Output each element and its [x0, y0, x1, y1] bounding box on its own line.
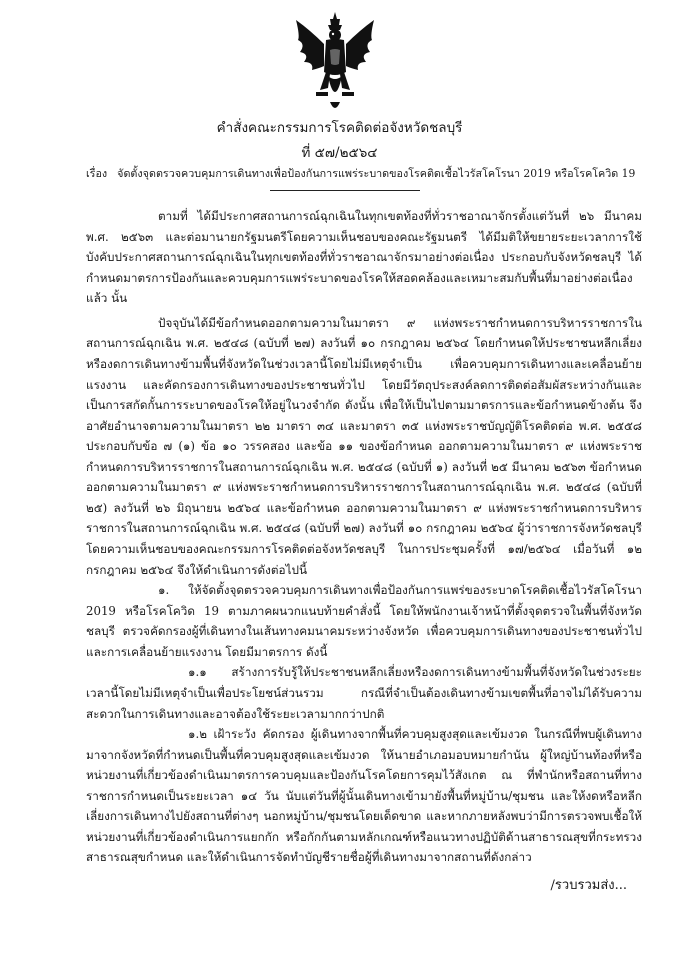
paragraph-clause-1-2: ๑.๒ เฝ้าระวัง คัดกรอง ผู้เดินทางจากพื้นที่ควบคุมสูงสุดและเข้มงวด ในกรณีที่พบผู้เดินทางมาจากจังหวัดที่กำหนดเป็นพื้นที่ควบคุมสูงสุดและเข้มงวด ให้นายอำเภอมอบหมายกำนัน ผู้ใหญ่บ้านท้องที่หรือหน่วยงานที่เกี่ยวข้องดำเนินมาตรการควบคุมและป้องกันโรคโดยการคุมไว้สังเกต ณ ที่พำนักหรือสถานที่ทางราชการกำหนดเป็นระยะเวลา ๑๔ วัน นับแต่วันที่ผู้นั้นเดินทางเข้ามายังพื้นที่หมู่บ้าน/ชุมชน และให้งดหรือหลีกเลี่ยงการเดินทางไปยังสถานที่ต่างๆ นอกหมู่บ้าน/ชุมชนโดยเด็ดขาด และหากภายหลังพบว่ามีการตรวจพบเชื้อให้หน่วยงานที่เกี่ยวข้องดำเนินการแยกกัก หรือกักกันตามหลักเกณฑ์หรือแนวทางปฏิบัติด้านสาธารณสุขที่กระทรวงสาธารณสุขกำหนด และให้ดำเนินการจัดทำบัญชีรายชื่อผู้ที่เดินทางมาจากสถานที่ดังกล่าว — [86, 727, 642, 865]
separator-line — [270, 190, 420, 191]
garuda-emblem-icon — [290, 10, 380, 116]
paragraph-clause-1: ๑. ให้จัดตั้งจุดตรวจควบคุมการเดินทางเพื่อป้องกันการแพร่ของระบาดโรคติดเชื้อไวรัสโคโรนา 2019 หรือโรคโควิด 19 ตามภาคผนวกแนบท้ายคำสั่งนี้ โดยให้พนักงานเจ้าหน้าที่ตั้งจุดตรวจในพื้นที่จังหวัดชลบุรี ตรวจคัดกรองผู้ที่เดินทางในเส้นทางคมนาคมระหว่างจังหวัด เพื่อควบคุมการเดินทางของประชาชนทั่วไปและการเคลื่อนย้ายแรงงาน โดยมีมาตรการ ดังนี้ — [86, 583, 642, 659]
issuer-title: คำสั่งคณะกรรมการโรคติดต่อจังหวัดชลบุรี — [216, 120, 463, 136]
subject-label: เรื่อง — [86, 167, 108, 180]
paragraph-background: ตามที่ ได้มีประกาศสถานการณ์ฉุกเฉินในทุกเขตท้องที่ทั่วราชอาณาจักรตั้งแต่วันที่ ๒๖ มีนาคม พ.ศ. ๒๕๖๓ และต่อมานายกรัฐมนตรีโดยความเห็นชอบของคณะรัฐมนตรี ได้มีมติให้ขยายระยะเวลาการใช้บังคับประกาศสถานการณ์ฉุกเฉินในทุกเขตท้องที่ทั่วราชอาณาจักรมาอย่างต่อเนื่อง ประกอบกับจังหวัดชลบุรี ได้กำหนดมาตรการป้องกันและควบคุมการแพร่ระบาดของโรคให้สอดคล้องและเหมาะสมกับพื้นที่มาอย่างต่อเนื่องแล้ว นั้น — [86, 209, 642, 306]
subject-line — [86, 165, 646, 182]
subject-text: จัดตั้งจุดตรวจควบคุมการเดินทางเพื่อป้องกันการแพร่ระบาดของโรคติดเชื้อไวรัสโคโรนา 2019 หรือโรคโควิด 19 — [117, 167, 636, 180]
paragraph-current: ปัจจุบันได้มีข้อกำหนดออกตามความในมาตรา ๙ แห่งพระราชกำหนดการบริหารราชการในสถานการณ์ฉุกเฉิน พ.ศ. ๒๕๔๘ (ฉบับที่ ๒๗) ลงวันที่ ๑๐ กรกฎาคม ๒๕๖๔ โดยกำหนดให้ประชาชนหลีกเลี่ยงหรืองดการเดินทางข้ามพื้นที่จังหวัดในช่วงเวลานี้โดยไม่มีเหตุจำเป็น เพื่อควบคุมการเดินทางและเคลื่อนย้ายแรงงาน และคัดกรองการเดินทางของประชาชนทั่วไป โดยมีวัตถุประสงค์ลดการติดต่อสัมผัสระหว่างกันและเป็นการสกัดกั้นการระบาดของโรคให้อยู่ในวงจำกัด ดังนั้น เพื่อให้เป็นไปตามมาตรการและข้อกำหนดข้างต้น จึงอาศัยอำนาจตามความในมาตรา ๒๒ มาตรา ๓๔ และมาตรา ๓๕ แห่งพระราชบัญญัติโรคติดต่อ พ.ศ. ๒๕๕๘ ประกอบกับข้อ ๗ (๑) ข้อ ๑๐ วรรคสอง และข้อ ๑๑ ของข้อกำหนด ออกตามความในมาตรา ๙ แห่งพระราชกำหนดการบริหารราชการในสถานการณ์ฉุกเฉิน พ.ศ. ๒๕๔๘ (ฉบับที่ ๑) ลงวันที่ ๒๕ มีนาคม ๒๕๖๓ ข้อกำหนด ออกตามความในมาตรา ๙ แห่งพระราชกำหนดการบริหารราชการในสถานการณ์ฉุกเฉิน พ.ศ. ๒๕๔๘ (ฉบับที่ ๒๕) ลงวันที่ ๒๖ มิถุนายน ๒๕๖๔ และข้อกำหนด ออกตามความในมาตรา ๙ แห่งพระราชกำหนดการบริหารราชการในสถานการณ์ฉุกเฉิน พ.ศ. ๒๕๔๘ (ฉบับที่ ๒๗) ลงวันที่ ๑๐ กรกฎาคม ๒๕๖๔ ผู้ว่าราชการจังหวัดชลบุรีโดยความเห็นชอบของคณะกรรมการโรคติดต่อจังหวัดชลบุรี ในการประชุมครั้งที่ ๑๗/๒๕๖๔ เมื่อวันที่ ๑๒ กรกฎาคม ๒๕๖๔ จึงให้ดำเนินการดังต่อไปนี้ — [86, 315, 642, 577]
order-number: ที่ ๕๗/๒๕๖๔ — [301, 145, 378, 161]
paragraph-clause-1-1: ๑.๑ สร้างการรับรู้ให้ประชาชนหลีกเลี่ยงหรืองดการเดินทางข้ามพื้นที่จังหวัดในช่วงระยะเวลานี้โดยไม่มีเหตุจำเป็นเพื่อประโยชน์ส่วนรวม กรณีที่จำเป็นต้องเดินทางข้ามเขตพื้นที่อาจไม่ได้รับความสะดวกในการเดินทางและอาจต้องใช้ระยะเวลามากกว่าปกติ — [86, 665, 642, 721]
continuation-note: /รวบรวมส่ง... — [550, 878, 627, 893]
document-body — [86, 206, 642, 868]
